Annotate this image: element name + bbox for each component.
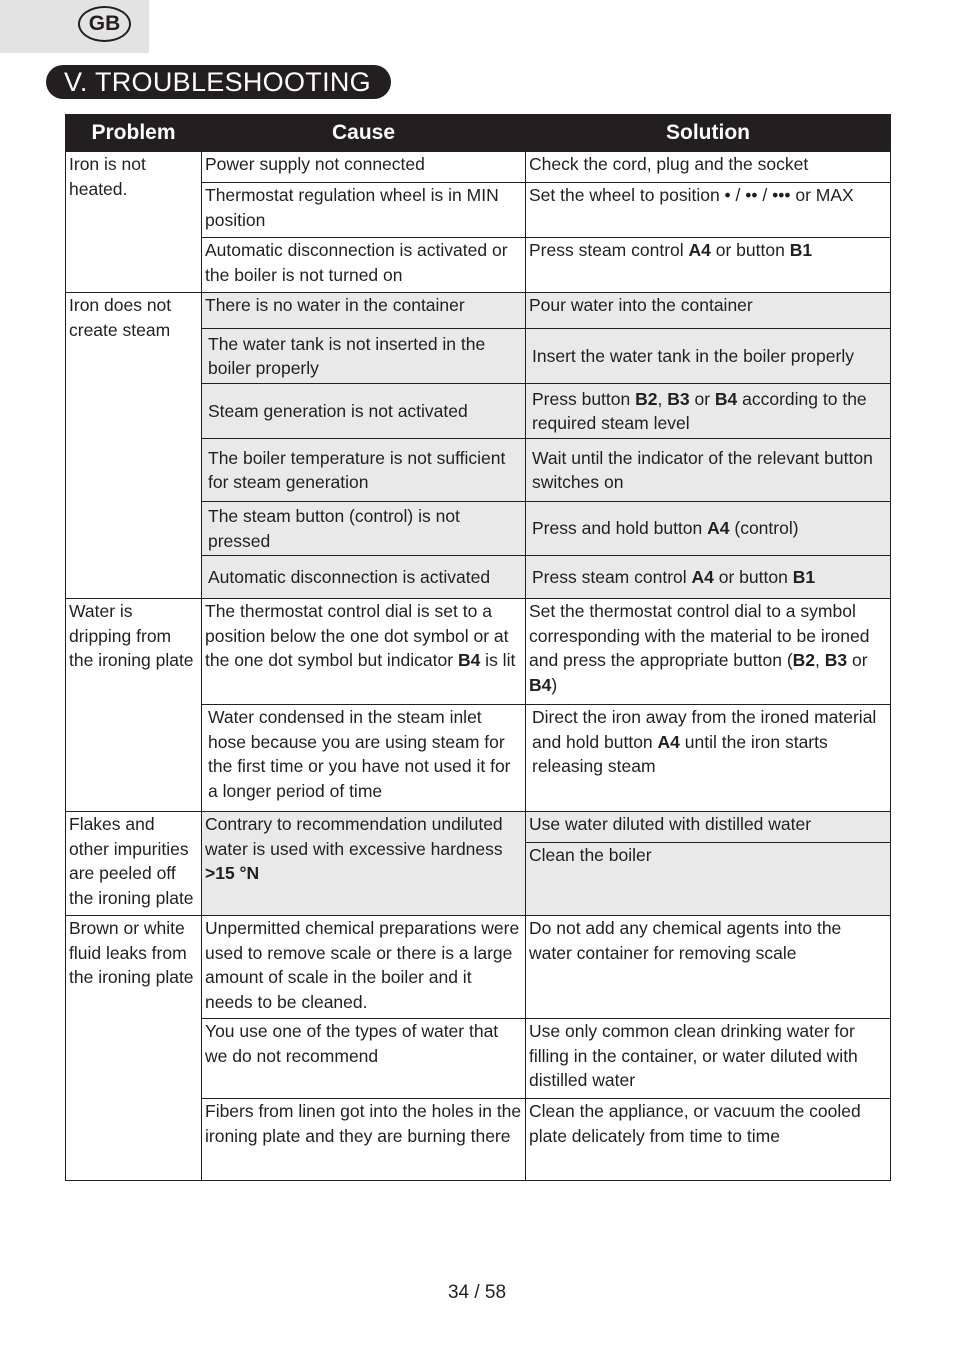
language-tab [0, 0, 149, 53]
column-header-problem: Problem [66, 115, 202, 152]
cause-cell: Steam generation is not activated [202, 384, 526, 439]
problem-cell: Iron is not heated. [66, 152, 202, 293]
solution-cell: Insert the water tank in the boiler properly [526, 329, 891, 384]
page-number: 34 / 58 [447, 1282, 507, 1303]
solution-cell: Set the wheel to position • / •• / ••• or MAX [526, 183, 891, 238]
table-row [66, 152, 891, 183]
cause-cell: Thermostat regulation wheel is in MIN position [202, 183, 526, 238]
solution-cell: Press steam control A4 or button B1 [526, 556, 891, 599]
cause-cell: Fibers from linen got into the holes in the ironing plate and they are burning there [202, 1099, 526, 1181]
solution-cell: Use water diluted with distilled water [526, 812, 891, 843]
language-badge: GB [78, 6, 131, 42]
cause-cell: Automatic disconnection is activated [202, 556, 526, 599]
cause-cell: You use one of the types of water that we do not recommend [202, 1019, 526, 1099]
cause-cell: The thermostat control dial is set to a position below the one dot symbol or at the one dot symbol but indicator B4 is lit [202, 599, 526, 705]
cause-cell: Contrary to recommendation undiluted water is used with excessive hardness >15 °N [202, 812, 526, 916]
table-header-row [66, 115, 891, 152]
cause-cell: The boiler temperature is not sufficient for steam generation [202, 439, 526, 502]
cause-cell: There is no water in the container [202, 293, 526, 329]
solution-cell: Do not add any chemical agents into the water container for removing scale [526, 916, 891, 1019]
cause-cell: The water tank is not inserted in the boiler properly [202, 329, 526, 384]
section-title: V. TROUBLESHOOTING [46, 65, 391, 99]
solution-cell: Press steam control A4 or button B1 [526, 238, 891, 293]
solution-cell: Press and hold button A4 (control) [526, 502, 891, 556]
solution-cell: Direct the iron away from the ironed material and hold button A4 until the iron starts releasing steam [526, 705, 891, 812]
table-row [66, 916, 891, 1019]
column-header-cause: Cause [202, 115, 526, 152]
cause-cell: Water condensed in the steam inlet hose because you are using steam for the first time or you have not used it for a longer period of time [202, 705, 526, 812]
solution-cell: Check the cord, plug and the socket [526, 152, 891, 183]
cause-cell: The steam button (control) is not pressed [202, 502, 526, 556]
problem-cell: Brown or white fluid leaks from the ironing plate [66, 916, 202, 1181]
solution-cell: Clean the appliance, or vacuum the cooled plate delicately from time to time [526, 1099, 891, 1181]
troubleshooting-table [65, 114, 891, 1181]
cause-cell: Unpermitted chemical preparations were used to remove scale or there is a large amount of scale in the boiler and it needs to be cleaned. [202, 916, 526, 1019]
table-row [66, 599, 891, 705]
problem-cell: Water is dripping from the ironing plate [66, 599, 202, 812]
cause-cell: Automatic disconnection is activated or the boiler is not turned on [202, 238, 526, 293]
column-header-solution: Solution [526, 115, 891, 152]
solution-cell: Set the thermostat control dial to a symbol corresponding with the material to be ironed and press the appropriate button (B2, B3 or B4) [526, 599, 891, 705]
problem-cell: Iron does not create steam [66, 293, 202, 599]
solution-cell: Clean the boiler [526, 843, 891, 916]
cause-cell: Power supply not connected [202, 152, 526, 183]
table-row [66, 812, 891, 843]
solution-cell: Pour water into the container [526, 293, 891, 329]
table-row [66, 293, 891, 329]
solution-cell: Wait until the indicator of the relevant button switches on [526, 439, 891, 502]
solution-cell: Press button B2, B3 or B4 according to the required steam level [526, 384, 891, 439]
problem-cell: Flakes and other impurities are peeled off the ironing plate [66, 812, 202, 916]
solution-cell: Use only common clean drinking water for filling in the container, or water diluted with distilled water [526, 1019, 891, 1099]
